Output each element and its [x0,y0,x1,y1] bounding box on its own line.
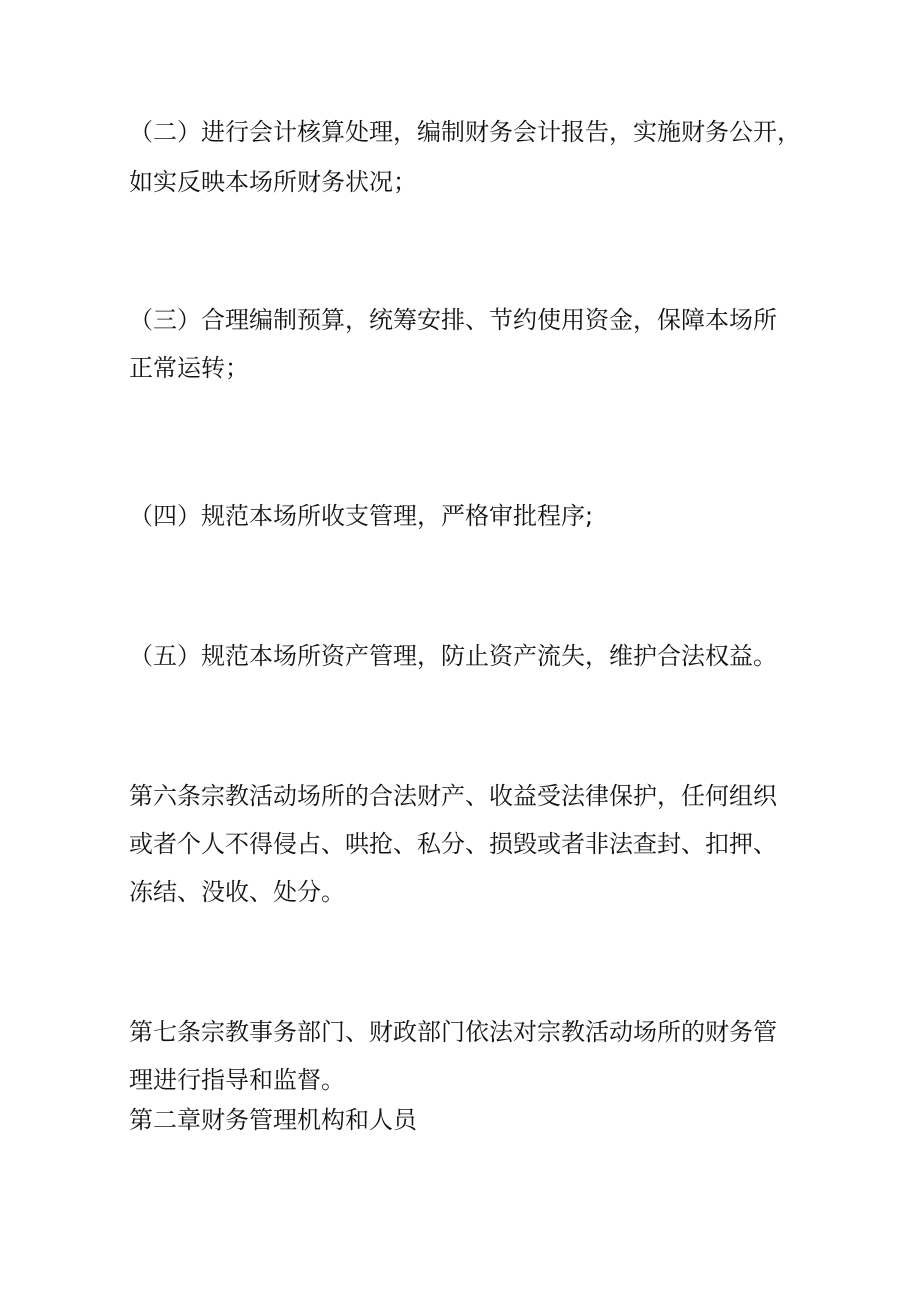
paragraph-5-line-1: （五）规范本场所资产管理，防止资产流失，维护合法权益。 [129,642,777,670]
article-6-line-1: 第六条宗教活动场所的合法财产、收益受法律保护，任何组织 [129,782,777,810]
paragraph-3-line-2: 正常运转； [129,354,249,382]
article-7-line-1: 第七条宗教事务部门、财政部门依法对宗教活动场所的财务管 [129,1018,777,1046]
article-7-line-2: 理进行指导和监督。 [129,1066,345,1094]
paragraph-4-line-1: （四）规范本场所收支管理，严格审批程序; [129,502,594,530]
paragraph-2-line-2: 如实反映本场所财务状况； [129,168,417,196]
paragraph-3-line-1: （三）合理编制预算，统筹安排、节约使用资金，保障本场所 [129,306,777,334]
chapter-heading: 第二章财务管理机构和人员 [129,1106,417,1134]
article-6-line-2: 或者个人不得侵占、哄抢、私分、损毁或者非法查封、扣押、 [129,830,777,858]
paragraph-2-line-1: （二）进行会计核算处理，编制财务会计报告，实施财务公开， [129,118,801,146]
article-6-line-3: 冻结、没收、处分。 [129,878,345,906]
